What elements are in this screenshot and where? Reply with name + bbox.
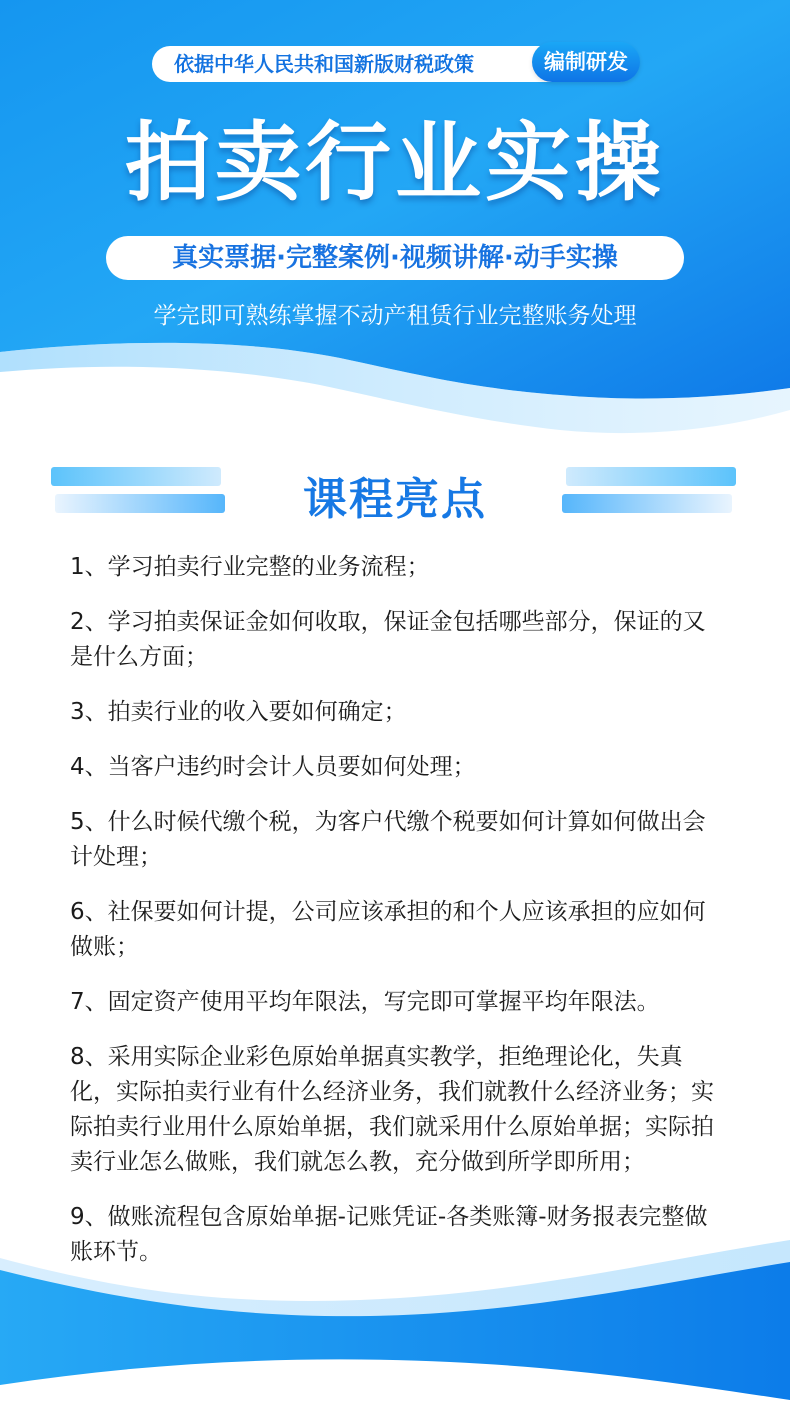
- develop-badge: 编制研发: [532, 42, 640, 82]
- section-title: 课程亮点: [303, 474, 487, 525]
- list-item: 9、做账流程包含原始单据-记账凭证-各类账簿-财务报表完整做账环节。: [70, 1204, 708, 1265]
- list-item: 7、固定资产使用平均年限法，写完即可掌握平均年限法。: [70, 989, 660, 1015]
- list-item: 2、学习拍卖保证金如何收取，保证金包括哪些部分，保证的又是什么方面；: [70, 609, 706, 670]
- main-title: 拍卖行业实操: [125, 113, 665, 213]
- list-item: 5、什么时候代缴个税，为客户代缴个税要如何计算如何做出会计处理；: [70, 809, 706, 870]
- policy-pill: [152, 46, 636, 82]
- list-item: 1、学习拍卖行业完整的业务流程；: [70, 554, 430, 580]
- list-item: 8、采用实际企业彩色原始单据真实教学，拒绝理论化，失真化，实际拍卖行业有什么经济业务，我们就教什么经济业务；实际拍卖行业用什么原始单据，我们就采用什么原始单据；实际拍卖行业怎么做账，我们就怎么教，充分做到所学即所用；: [70, 1044, 714, 1175]
- subtitle: 学完即可熟练掌握不动产租赁行业完整账务处理: [153, 303, 637, 329]
- list-item: 6、社保要如何计提，公司应该承担的和个人应该承担的应如何做账；: [70, 899, 706, 960]
- policy-text: 依据中华人民共和国新版财税政策: [174, 52, 474, 76]
- list-item: 3、拍卖行业的收入要如何确定；: [70, 699, 407, 725]
- features-pill: 真实票据·完整案例·视频讲解·动手实操: [106, 236, 684, 280]
- highlights-list: [70, 550, 722, 1290]
- list-item: 4、当客户违约时会计人员要如何处理；: [70, 754, 476, 780]
